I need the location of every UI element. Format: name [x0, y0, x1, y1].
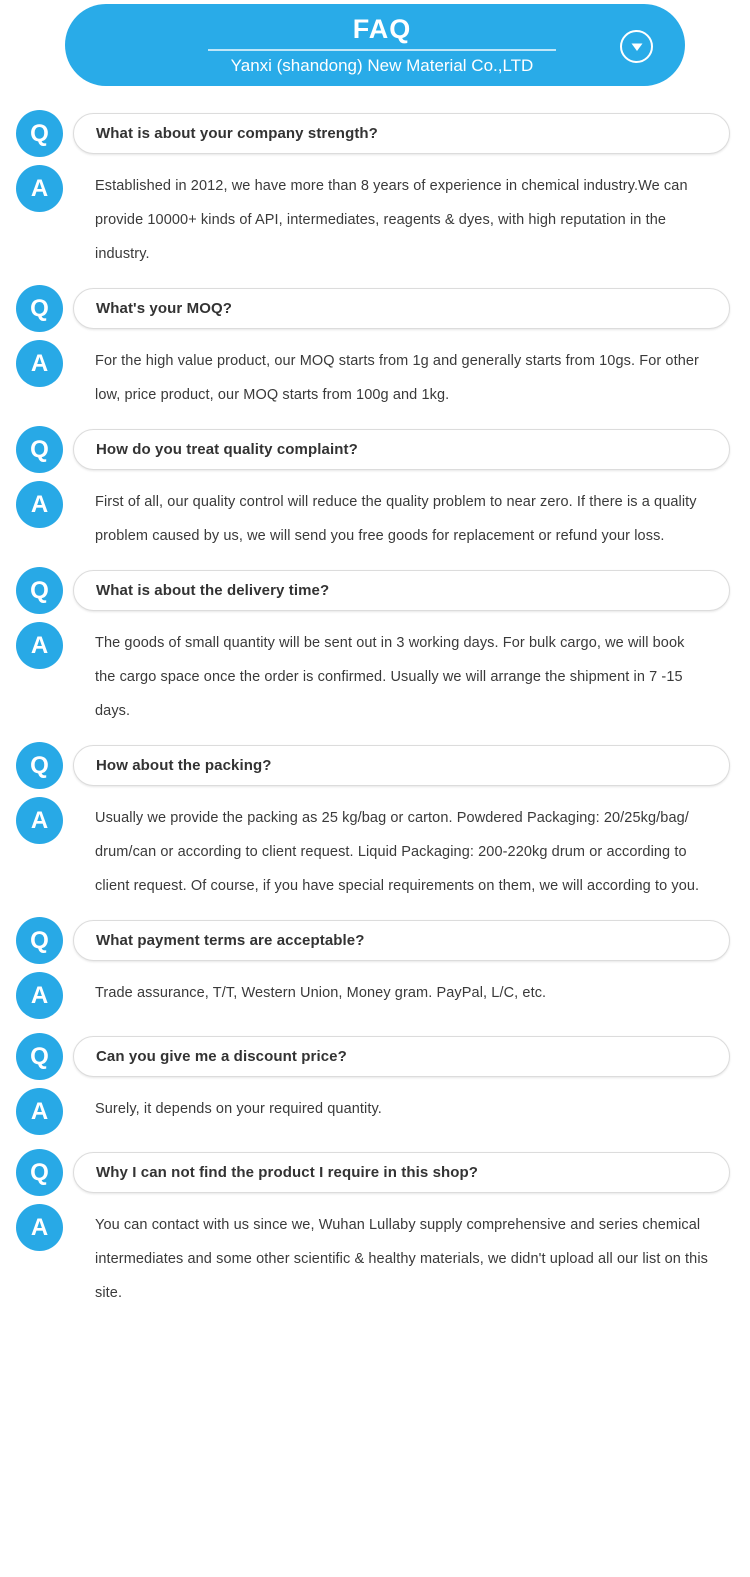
faq-header-banner	[65, 4, 685, 86]
faq-item	[16, 567, 730, 728]
answer-text: For the high value product, our MOQ starts from 1g and generally starts from 10gs. For other low, price product, our MOQ starts from 100g and 1kg.	[95, 353, 699, 403]
answer-text: You can contact with us since we, Wuhan Lullaby supply comprehensive and series chemical intermediates and some other scientific & healthy materials, we didn't upload all our list on this site.	[95, 1217, 709, 1301]
faq-answer-row	[16, 620, 730, 728]
page-title: FAQ	[352, 13, 412, 44]
question-marker-badge: Q	[16, 1033, 63, 1080]
question-marker-badge: Q	[16, 285, 63, 332]
faq-question-row[interactable]	[16, 742, 730, 789]
faq-answer-row	[16, 970, 730, 1019]
question-pill[interactable]	[73, 288, 730, 329]
faq-question-row[interactable]	[16, 110, 730, 157]
answer-text: Usually we provide the packing as 25 kg/bag or carton. Powdered Packaging: 20/25kg/bag/ drum/can or according to client request. Liquid Packaging: 200-220kg drum or according to client request. Of course, if you have special requirements on them, we will according to you.	[95, 810, 700, 894]
faq-answer-row	[16, 1202, 730, 1310]
question-text: Why I can not find the product I require in this shop?	[96, 1163, 479, 1181]
question-text: What is about your company strength?	[96, 124, 378, 142]
answer-marker-badge: A	[16, 340, 63, 387]
faq-answer-row	[16, 338, 730, 412]
faq-question-row[interactable]	[16, 1149, 730, 1196]
company-name: Yanxi (shandong) New Material Co.,LTD	[230, 55, 534, 75]
answer-text: First of all, our quality control will reduce the quality problem to near zero. If there is a quality problem caused by us, we will send you free goods for replacement or refund your loss.	[95, 494, 697, 544]
question-text: How about the packing?	[96, 756, 272, 774]
answer-marker-badge: A	[16, 972, 63, 1019]
faq-item	[16, 742, 730, 903]
chevron-down-circle-icon[interactable]	[620, 30, 653, 63]
question-marker-badge: Q	[16, 1149, 63, 1196]
answer-marker-badge: A	[16, 1088, 63, 1135]
answer-marker-badge: A	[16, 1204, 63, 1251]
faq-item	[16, 426, 730, 553]
question-pill[interactable]	[73, 429, 730, 470]
faq-answer-row	[16, 1086, 730, 1135]
question-pill[interactable]	[73, 1036, 730, 1077]
title-divider	[208, 49, 556, 51]
header-text-group	[208, 14, 556, 77]
question-marker-badge: Q	[16, 110, 63, 157]
faq-question-row[interactable]	[16, 285, 730, 332]
faq-question-row[interactable]	[16, 917, 730, 964]
answer-text: Trade assurance, T/T, Western Union, Money gram. PayPal, L/C, etc.	[95, 985, 547, 1001]
answer-marker-badge: A	[16, 481, 63, 528]
question-pill[interactable]	[73, 113, 730, 154]
answer-text: Established in 2012, we have more than 8 years of experience in chemical industry.We can provide 10000+ kinds of API, intermediates, reagents & dyes, with high reputation in the industry.	[95, 178, 688, 262]
faq-answer-row	[16, 163, 730, 271]
question-marker-badge: Q	[16, 567, 63, 614]
faq-answer-row	[16, 795, 730, 903]
faq-list	[0, 110, 750, 1310]
question-marker-badge: Q	[16, 742, 63, 789]
answer-marker-badge: A	[16, 797, 63, 844]
question-text: How do you treat quality complaint?	[96, 440, 358, 458]
faq-item	[16, 1033, 730, 1135]
question-marker-badge: Q	[16, 917, 63, 964]
faq-page	[0, 4, 750, 1577]
answer-text: The goods of small quantity will be sent out in 3 working days. For bulk cargo, we will book the cargo space once the order is confirmed. Usually we will arrange the shipment in 7 -15 days.	[95, 635, 685, 719]
faq-question-row[interactable]	[16, 1033, 730, 1080]
faq-item	[16, 110, 730, 271]
answer-marker-badge: A	[16, 165, 63, 212]
faq-question-row[interactable]	[16, 426, 730, 473]
question-pill[interactable]	[73, 1152, 730, 1193]
question-text: What payment terms are acceptable?	[96, 931, 365, 949]
faq-question-row[interactable]	[16, 567, 730, 614]
question-text: What is about the delivery time?	[96, 581, 330, 599]
answer-marker-badge: A	[16, 622, 63, 669]
faq-item	[16, 285, 730, 412]
faq-answer-row	[16, 479, 730, 553]
question-pill[interactable]	[73, 920, 730, 961]
question-pill[interactable]	[73, 570, 730, 611]
question-pill[interactable]	[73, 745, 730, 786]
question-marker-badge: Q	[16, 426, 63, 473]
faq-item	[16, 1149, 730, 1310]
question-text: Can you give me a discount price?	[96, 1047, 347, 1065]
faq-item	[16, 917, 730, 1019]
answer-text: Surely, it depends on your required quantity.	[95, 1101, 382, 1117]
question-text: What's your MOQ?	[96, 299, 232, 317]
